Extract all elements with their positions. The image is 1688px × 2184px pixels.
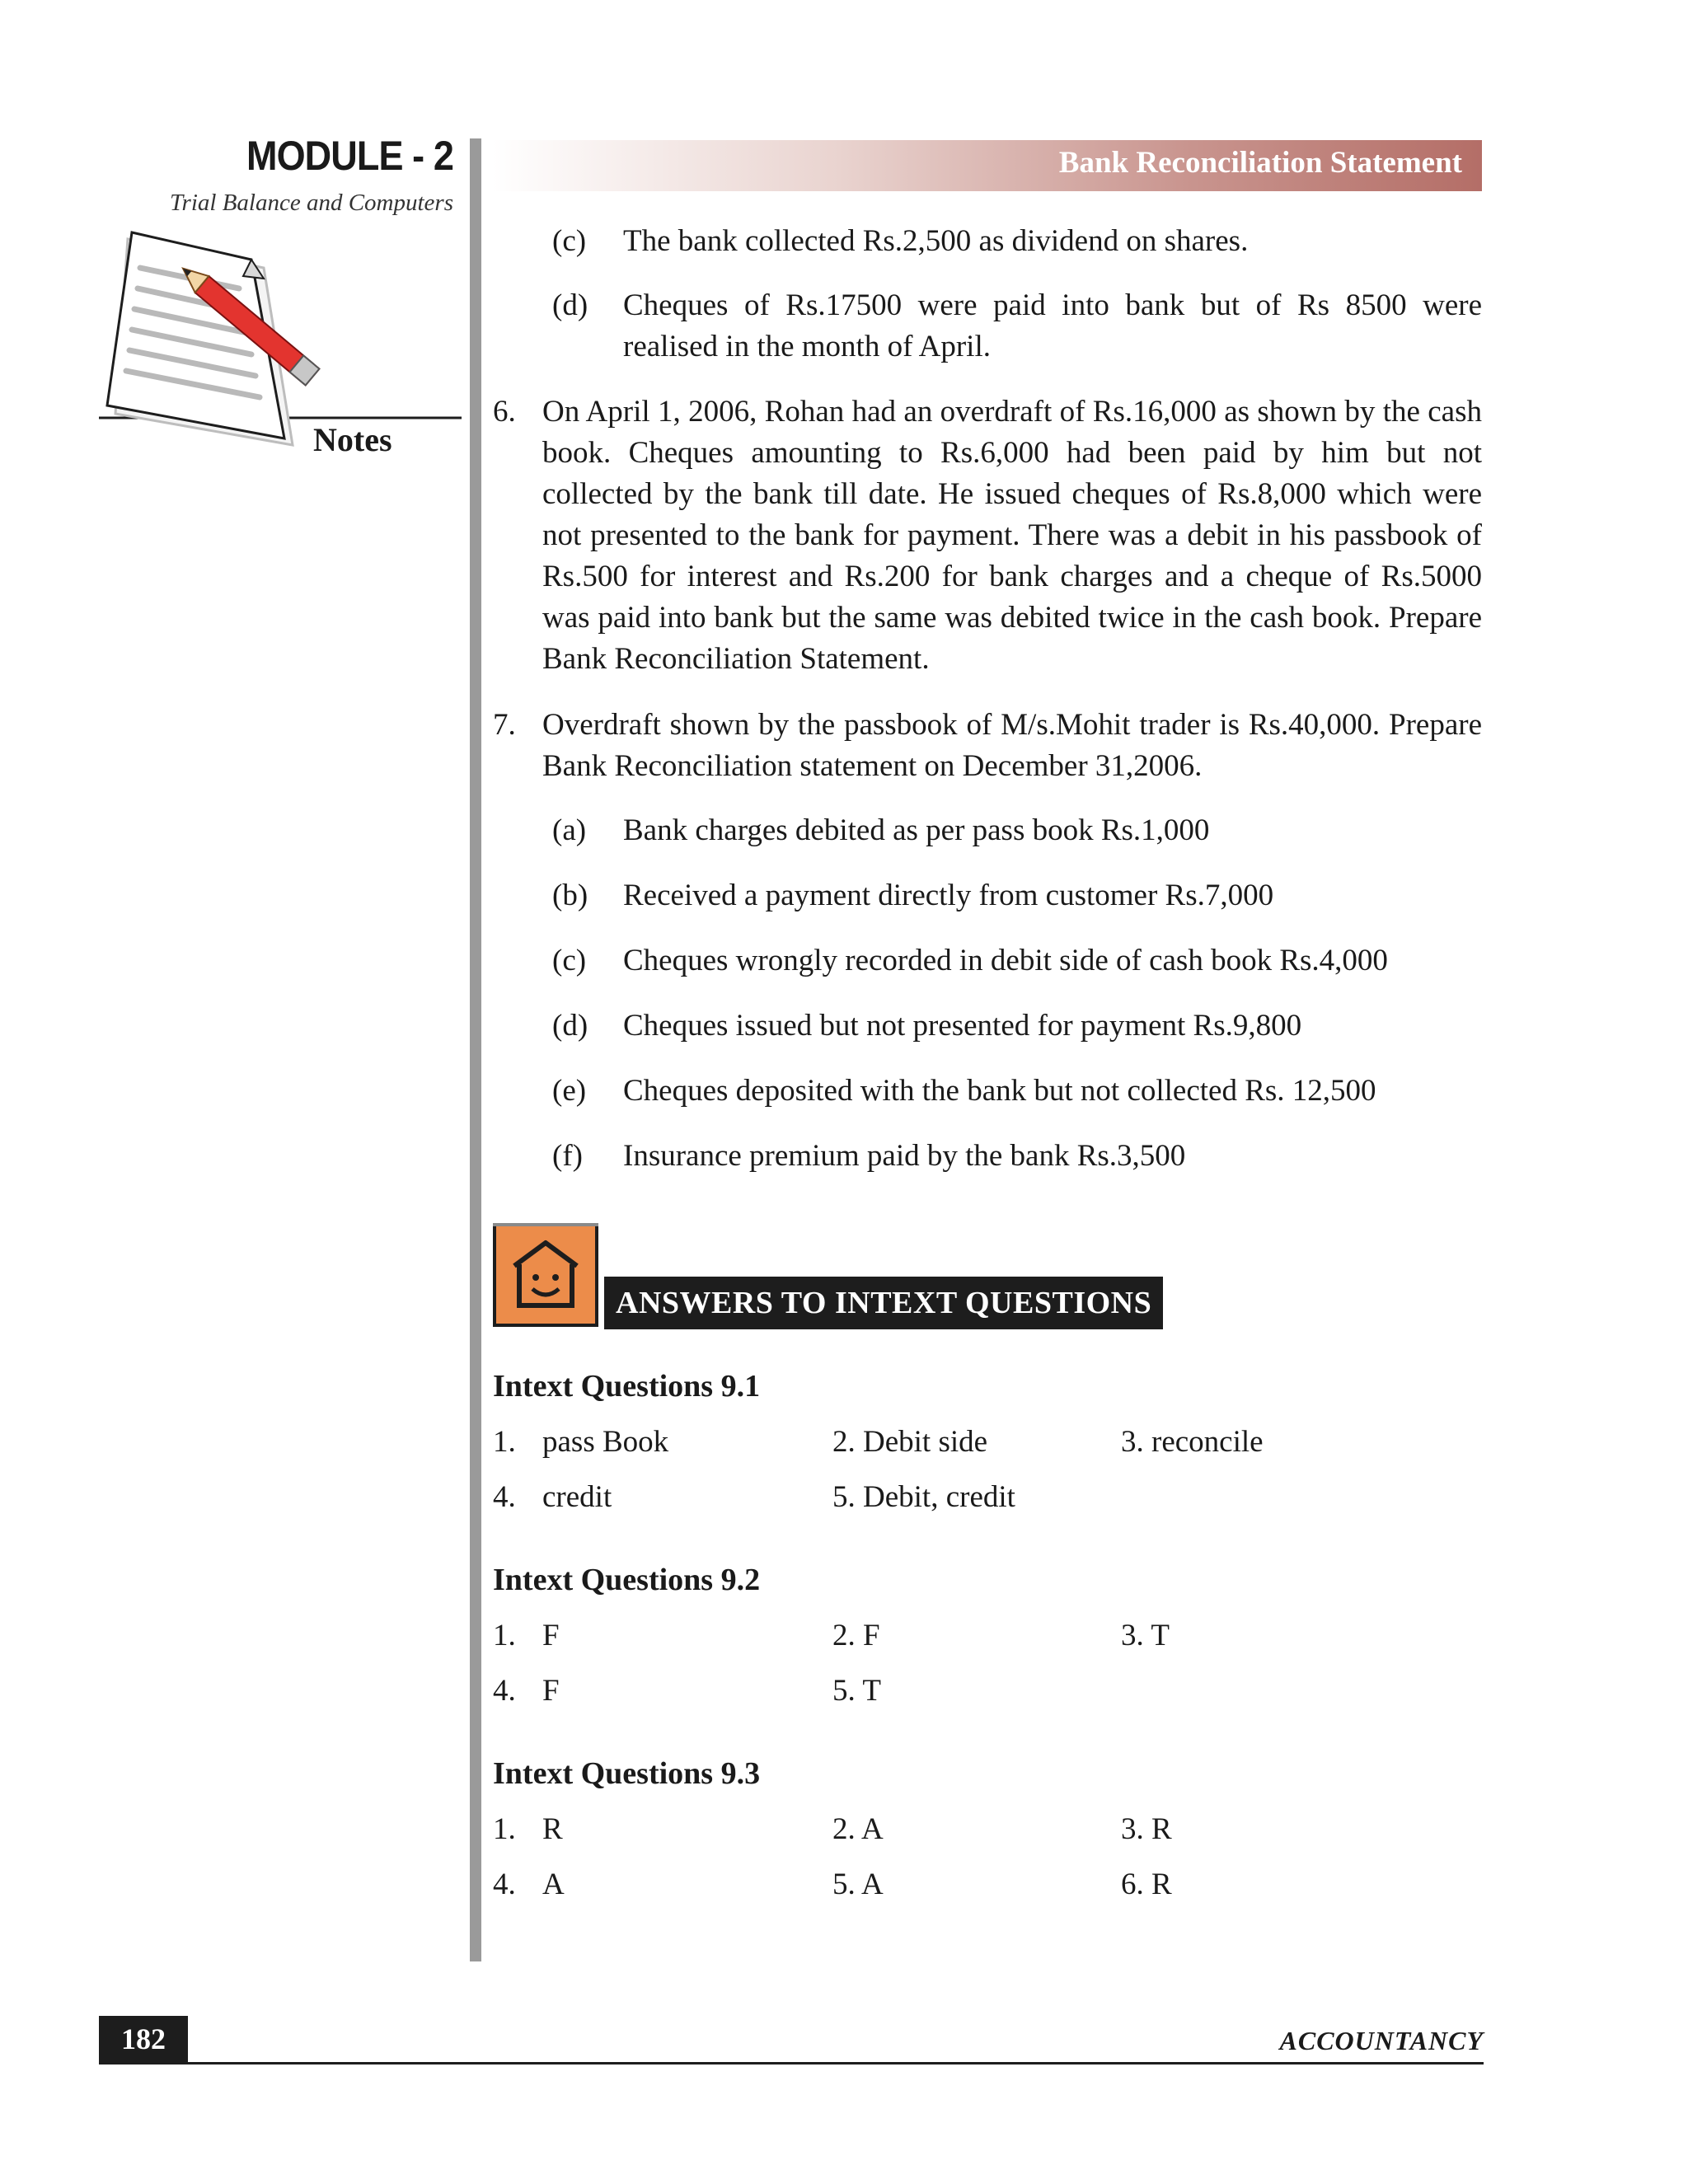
answer-cell: [832, 1618, 880, 1653]
answer-number: 1.: [493, 1619, 516, 1652]
list-item: [552, 875, 1482, 916]
item-label: (b): [552, 879, 588, 912]
answers-icon: [493, 1223, 598, 1327]
answer-number: 4.: [493, 1868, 516, 1901]
question-text: On April 1, 2006, Rohan had an overdraft of Rs.16,000 as shown by the cash book. Cheques amounting to Rs.6,000 had been paid by him but not collected by the bank till date. He issued cheques of Rs.8,000 which were not presented to the bank for payment. There was a debit in his passbook of Rs.500 for interest and Rs.200 for bank charges and a cheque of Rs.5000 was paid into bank but the same was debited twice in the cash book. Prepare Bank Reconciliation Statement.: [542, 395, 1482, 676]
answer-cell: [1121, 1618, 1170, 1653]
answer-cell: [493, 1618, 560, 1653]
margin-divider: [470, 138, 481, 1961]
answer-text: F: [542, 1619, 560, 1652]
answer-text: 3. R: [1121, 1812, 1172, 1846]
item-label: (c): [552, 224, 587, 258]
answer-text: A: [542, 1868, 565, 1901]
item-label: (d): [552, 288, 588, 322]
answer-number: 4.: [493, 1674, 516, 1708]
answer-text: 2. Debit side: [832, 1425, 988, 1459]
answer-text: 2. A: [832, 1812, 884, 1846]
item-text: Cheques deposited with the bank but not collected Rs. 12,500: [623, 1074, 1376, 1108]
answer-text: pass Book: [542, 1425, 669, 1459]
item-text: Received a payment directly from customer Rs.7,000: [623, 879, 1274, 912]
item-label: (e): [552, 1074, 587, 1108]
answer-text: 5. A: [832, 1868, 884, 1901]
question-6: [493, 391, 1482, 680]
footer-rule: [99, 2062, 1484, 2064]
list-item: [552, 940, 1482, 982]
page-number: 182: [99, 2016, 188, 2064]
item-label: (f): [552, 1139, 583, 1173]
list-item: [552, 1005, 1482, 1047]
answer-number: 4.: [493, 1480, 516, 1514]
notes-label: Notes: [313, 421, 392, 458]
answer-cell: [1121, 1811, 1172, 1847]
list-item: [552, 285, 1482, 368]
footer-subject: ACCOUNTANCY: [1279, 2026, 1484, 2055]
answer-text: 3. reconcile: [1121, 1425, 1264, 1459]
answer-cell: [832, 1867, 884, 1902]
answer-cell: [832, 1811, 884, 1847]
chapter-header: [493, 140, 1482, 191]
answer-text: 2. F: [832, 1619, 880, 1652]
item-text: Cheques issued but not presented for payment Rs.9,800: [623, 1009, 1302, 1043]
item-label: (c): [552, 944, 587, 977]
answer-cell: [832, 1424, 987, 1460]
list-item: [552, 1136, 1482, 1177]
notes-pencil-icon: [95, 223, 466, 462]
answer-text: 5. T: [832, 1674, 881, 1708]
chapter-title: Bank Reconciliation Statement: [1058, 146, 1462, 180]
list-item: [552, 810, 1482, 851]
section-title: Intext Questions 9.1: [493, 1369, 761, 1404]
answer-cell: [493, 1424, 668, 1460]
module-title: MODULE - 2: [246, 133, 453, 179]
answer-text: credit: [542, 1480, 612, 1514]
answer-text: 6. R: [1121, 1868, 1172, 1901]
answer-number: 1.: [493, 1812, 516, 1846]
question-number: 6.: [493, 395, 516, 429]
answer-cell: [493, 1811, 563, 1847]
item-text: Cheques wrongly recorded in debit side of cash book Rs.4,000: [623, 944, 1388, 977]
question-number: 7.: [493, 708, 516, 742]
item-text: Cheques of Rs.17500 were paid into bank but of Rs 8500 were realised in the month of April.: [623, 288, 1482, 363]
module-subtitle: Trial Balance and Computers: [170, 190, 453, 216]
list-item: [552, 1071, 1482, 1112]
answer-text: R: [542, 1812, 563, 1846]
question-7: [493, 705, 1482, 787]
answer-cell: [1121, 1867, 1172, 1902]
item-label: (a): [552, 813, 587, 847]
answer-number: 1.: [493, 1425, 516, 1459]
question-text: Overdraft shown by the passbook of M/s.Mohit trader is Rs.40,000. Prepare Bank Reconciliation statement on December 31,2006.: [542, 708, 1482, 783]
answer-cell: [493, 1479, 612, 1515]
answer-cell: [832, 1673, 881, 1708]
item-text: Insurance premium paid by the bank Rs.3,500: [623, 1139, 1186, 1173]
answer-cell: [493, 1673, 560, 1708]
item-label: (d): [552, 1009, 588, 1043]
item-text: Bank charges debited as per pass book Rs.1,000: [623, 813, 1210, 847]
section-title: Intext Questions 9.2: [493, 1563, 761, 1597]
item-text: The bank collected Rs.2,500 as dividend on shares.: [623, 224, 1249, 258]
answer-text: F: [542, 1674, 560, 1708]
answer-cell: [832, 1479, 1015, 1515]
answers-banner: ANSWERS TO INTEXT QUESTIONS: [604, 1277, 1163, 1329]
section-title: Intext Questions 9.3: [493, 1756, 761, 1791]
answer-text: 5. Debit, credit: [832, 1480, 1015, 1514]
list-item: [552, 221, 1482, 262]
answer-text: 3. T: [1121, 1619, 1170, 1652]
answer-cell: [1121, 1424, 1264, 1460]
answer-cell: [493, 1867, 565, 1902]
